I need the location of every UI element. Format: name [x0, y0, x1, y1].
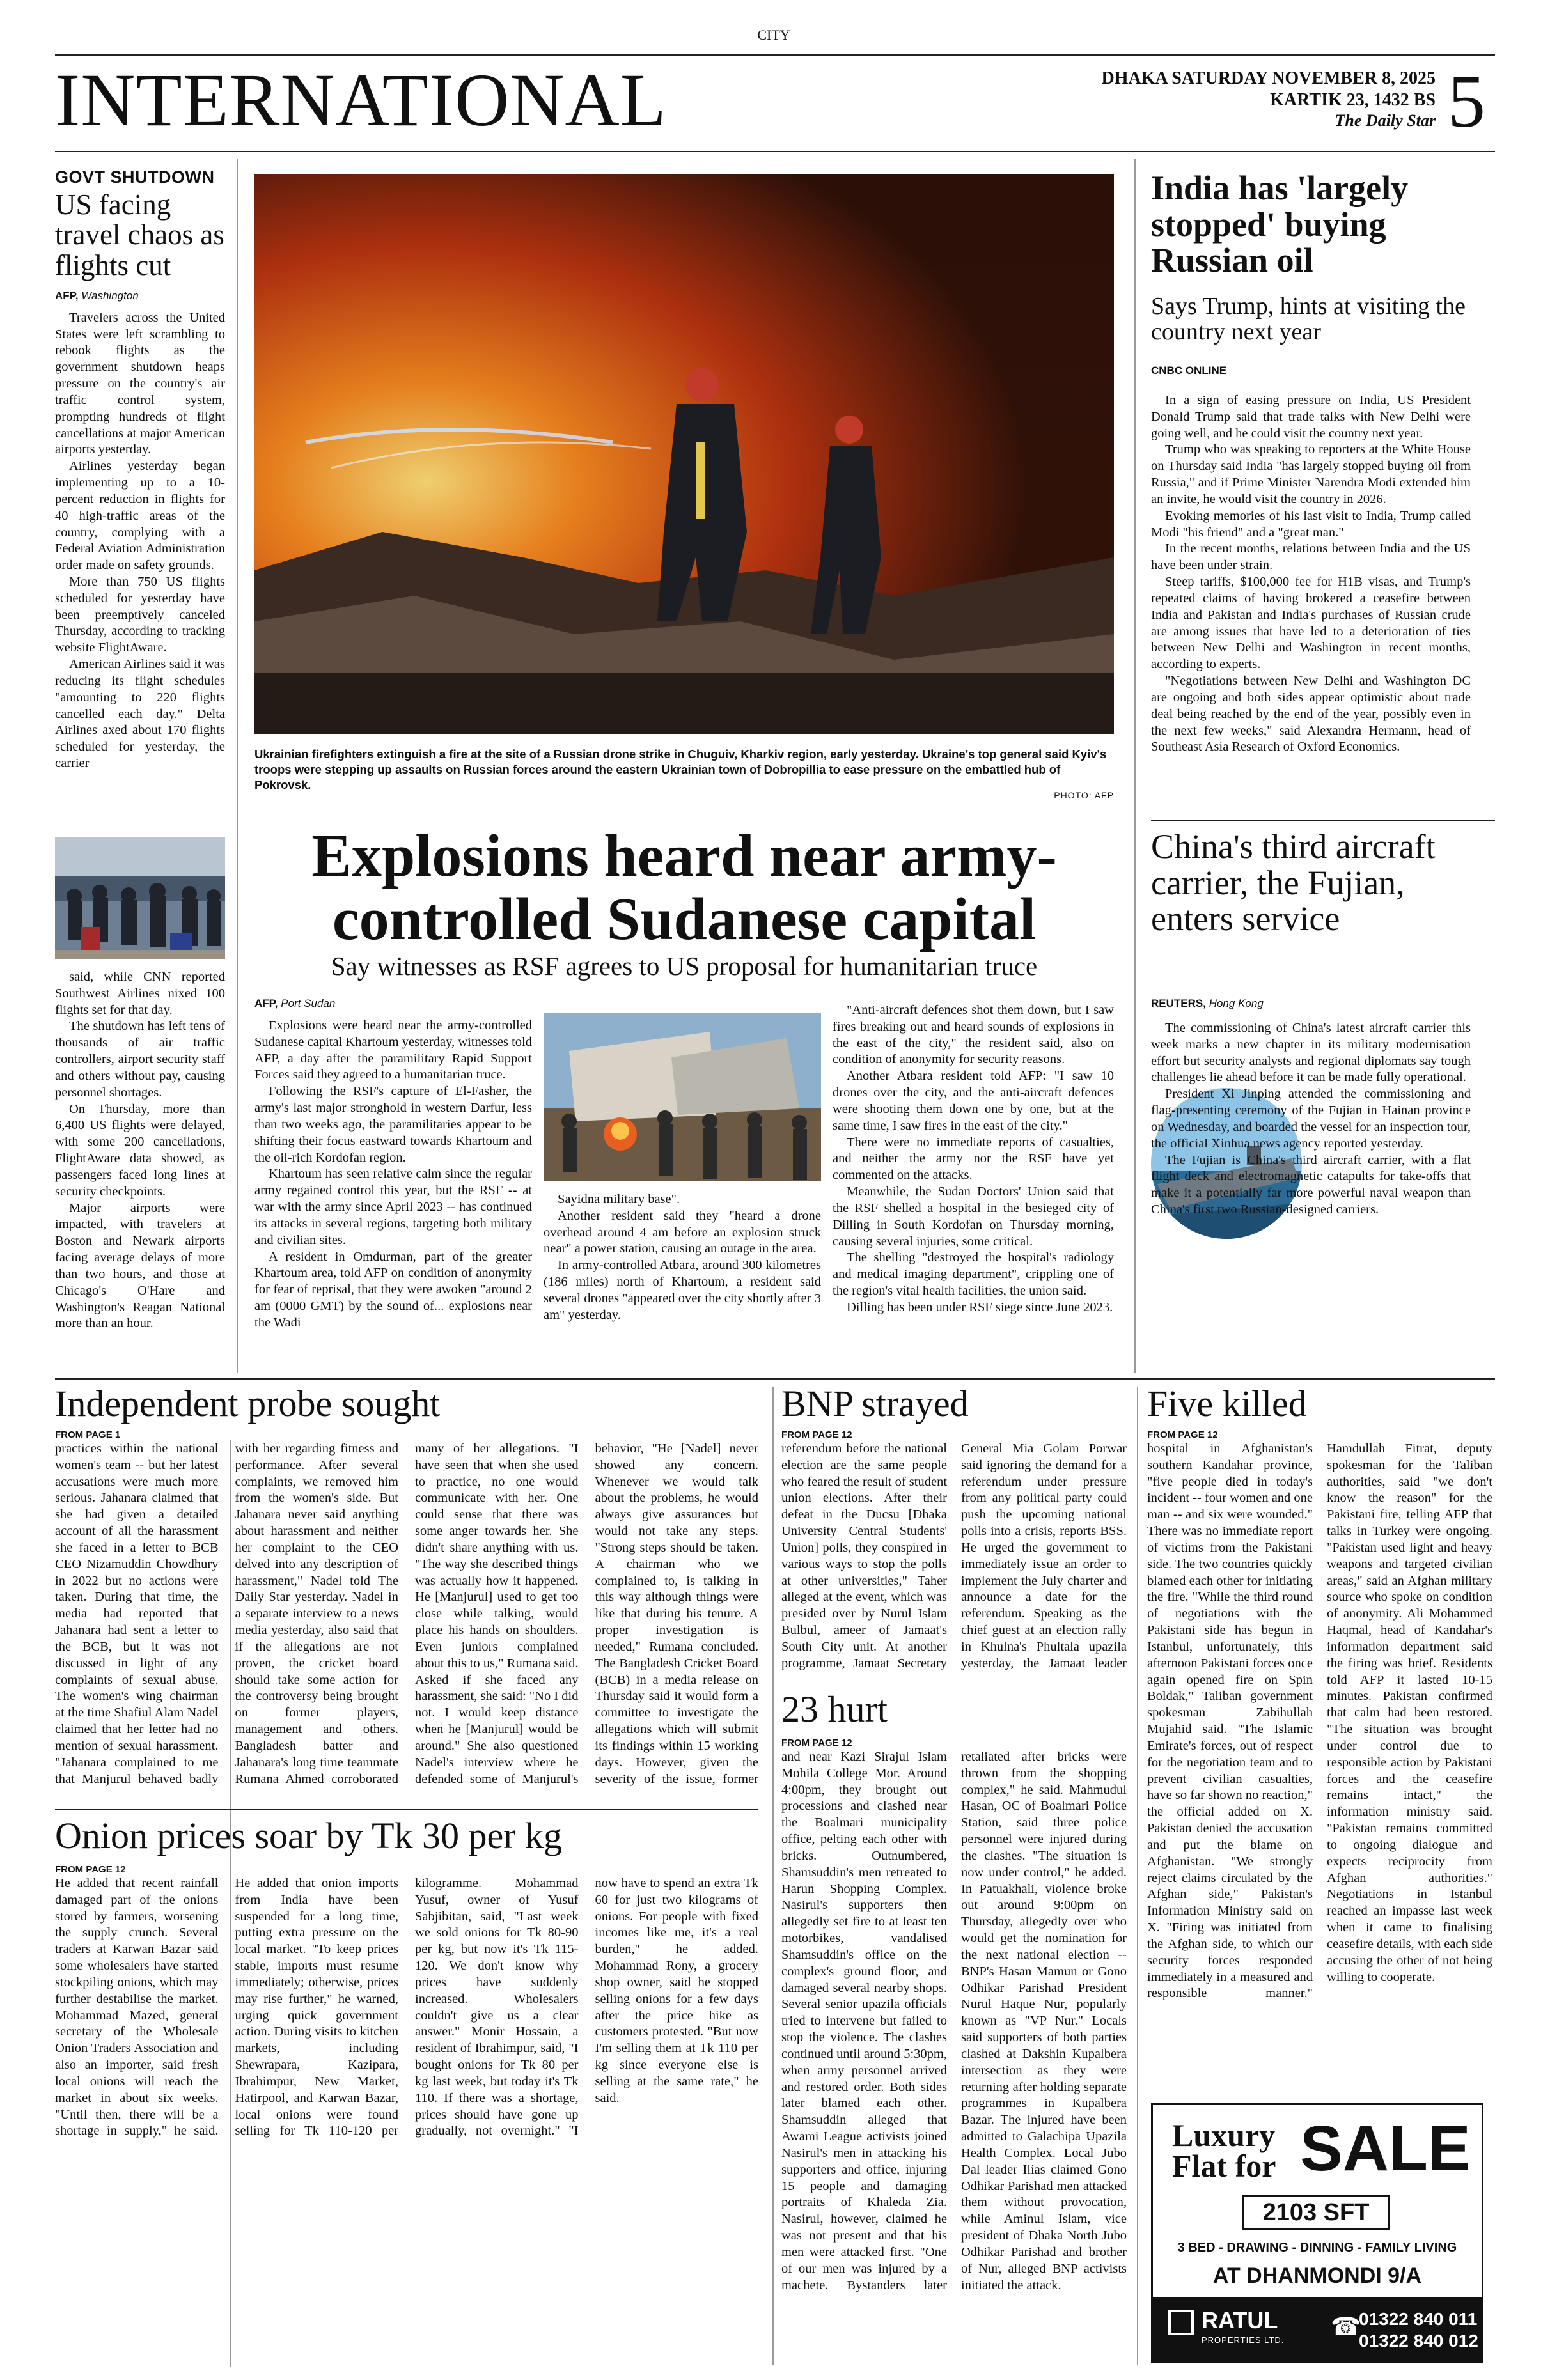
sudan-headline: Explosions heard near army-controlled Sudanese capital — [311, 823, 1057, 953]
photo-caption: Ukrainian firefighters extinguish a fire at the site of a Russian drone strike in Chuguiv, Kharkiv region, early yesterday. Ukraine's top general said Kyiv's troops were stepping up assaults on Russian forces around the eastern Ukrainian town of Dobropillia to ease pressure on the embattled hub of Pokrovsk. — [254, 747, 1107, 792]
shutdown-story — [55, 167, 225, 809]
paragraph: Steep tariffs, $100,000 fee for H1B visas, and Trump's repeated claims of having brokered a ceasefire between India and Pakistan and India's purchases of Russian crude are among issues that have led to a deterioration of ties between New Delhi and Washington in recent months, according to experts. — [1151, 575, 1471, 672]
ad-size: 2103 SFT — [1242, 2195, 1390, 2230]
shutdown-continued — [55, 969, 225, 1365]
probe-headline: Independent probe sought — [55, 1383, 441, 1424]
paragraph: A resident in Omdurman, part of the greater Khartoum area, told AFP on condition of anonymity for fear of reprisal, that they were awoken "around 2 am (0000 GMT) by the sound of... explosions near the Wadi — [254, 1249, 532, 1330]
paragraph: The commissioning of China's latest aircraft carrier this week marks a new chapter in its military modernisation effort but security analysts and regional diplomats say tough challenges lie ahead before it can be made fully operational. — [1151, 1021, 1471, 1085]
ad-flat-for: Flat for — [1172, 2147, 1276, 2184]
paragraph: On Thursday, more than 6,400 US flights were delayed, with some 200 cancellations, FlightAware data showed, as passengers faced long lines at security checkpoints. — [55, 1101, 225, 1199]
paper-logo: The Daily Star — [1335, 111, 1436, 130]
ad-brand: RATUL — [1202, 2307, 1278, 2333]
sudan-col3 — [833, 1002, 1114, 1368]
paragraph: Khartoum has seen relative calm since the regular army regained control this year, but the RSF -- at war with the army since April 2023 -- has continued its attacks in several regions, targeting both military and civilian sites. — [254, 1167, 532, 1247]
photo-credit: PHOTO: AFP — [1054, 790, 1114, 800]
ad-luxury: Luxury — [1172, 2117, 1276, 2153]
paragraph: In army-controlled Atbara, around 300 kilometres (186 miles) north of Khartoum, a resident said several drones "appeared over the city shortly after 3 am" yesterday. — [544, 1258, 821, 1322]
byline: AFP, Washington — [55, 289, 139, 302]
india-subhead: Says Trump, hints at visiting the country next year — [1151, 293, 1466, 345]
onion-headline: Onion prices soar by Tk 30 per kg — [55, 1815, 563, 1856]
hurt-from: FROM PAGE 12 — [781, 1738, 852, 1748]
paragraph: American Airlines said it was reducing its flight schedules "amounting to 220 flights cancelled each day." Delta Airlines axed about 170 flights scheduled for yesterday, the carrier — [55, 657, 225, 771]
paragraph: "Anti-aircraft defences shot them down, but I saw fires breaking out and heard sounds of explosions in the east of the city," the resident said, also on condition of anonymity for security reasons. — [833, 1003, 1114, 1067]
paragraph: In a sign of easing pressure on India, US President Donald Trump said that trade talks with New Delhi were going well, and he could visit the country next year. — [1151, 393, 1471, 440]
paragraph: The Fujian is China's third aircraft carrier, with a flat flight deck and electromagnetic catapults for take-offs that make it a potentially far more powerful naval weapon than China's first two Russian-designed carriers. — [1151, 1153, 1471, 1217]
paragraph: Explosions were heard near the army-controlled Sudanese capital Khartoum yesterday, witnesses told AFP, a day after the paramilitary Rapid Support Forces said they agreed to a humanitarian truce. — [254, 1018, 532, 1082]
protest-photo — [544, 1013, 821, 1181]
section-name: INTERNATIONAL — [55, 58, 667, 142]
bnp-headline: BNP strayed — [781, 1383, 969, 1424]
ad-phone-1: 01322 840 011 — [1359, 2309, 1478, 2329]
paragraph: There were no immediate reports of casualties, and neither the army nor the RSF have yet commented on the attacks. — [833, 1135, 1114, 1183]
probe-from: FROM PAGE 1 — [55, 1429, 121, 1440]
paragraph: The shutdown has left tens of thousands of air traffic controllers, airport security staff and others without pay, causing personnel shortages. — [55, 1019, 225, 1100]
date-line: DHAKA SATURDAY NOVEMBER 8, 2025 — [1101, 68, 1436, 88]
india-body — [1151, 393, 1471, 808]
killed-from: FROM PAGE 12 — [1147, 1429, 1218, 1440]
paragraph: Another resident said they "heard a drone overhead around 4 am before an explosion struck near" a power station, causing an outage in the area. — [544, 1208, 821, 1256]
bnp-body: referendum before the national election are the same people who feared the result of student union elections. After their defeat in the Ducsu [Dhaka University Central Students' Union] polls, they conspired in various ways to stop the polls at other universities," Taher alleged at the event, which was presided over by Nurul Islam Bulbul, ameer of Jamaat's South City unit. At another programme, Jamaat Secretary General Mia Golam Porwar said ignoring the demand for a referendum under pressure from any political party could push the upcoming national polls into a crisis, reports BSS. He urged the government to immediately issue an order to implement the July charter and announce a date for the referendum. Speaking as the chief guest at an election rally in Khulna's Phultala upazila yesterday, the Jamaat leader — [781, 1442, 1127, 1670]
china-headline: China's third aircraft carrier, the Fujian, enters service — [1151, 827, 1436, 938]
property-ad — [1151, 2103, 1483, 2363]
sudan-byline: AFP, Port Sudan — [254, 997, 336, 1009]
sudan-col2 — [544, 1192, 821, 1368]
dateline — [1023, 68, 1436, 130]
paragraph: said, while CNN reported Southwest Airlines nixed 100 flights set for that day. — [55, 970, 225, 1017]
china-body — [1151, 1020, 1471, 1363]
hurt-body: and near Kazi Sirajul Islam Mohila College Mor. Around 4:00pm, they brought out processions and clashed near the Boalmari municipality office, pelting each other with bricks. Outnumbered, Shamsuddin's men retreated to Harun Shopping Complex. Nasirul's supporters then allegedly set fire to at least ten motorbikes, vandalised Shamsuddin's office on the complex's ground floor, and damaged several nearby shops. Several senior upazila officials tried to intervene but failed to stop the violence. The clashes continued until around 5:30pm, when army personnel arrived and restored order. Both sides later blamed each other. Shamsuddin alleged that Awami League activists joined Nasirul's men in attacking his supporters and office, injuring 15 people and damaging portraits of Khaleda Zia. Nasirul, however, claimed he was not present and that his men were attacked first. "One of our men was injured by a machete. Bystanders later retaliated after bricks were thrown from the shopping complex," he said. Mahmudul Hasan, OC of Boalmari Police Station, said three police personnel were injured during the clashes. "The situation is now under control," he added. In Patuakhali, violence broke out around 9:00pm on Thursday, allegedly over who would get the nomination for the next national election -- BNP's Hasan Mamun or Gono Odhikar Parishad President Nurul Haque Nur, popularly known as "VP Nur." Locals said supporters of both parties clashed at Dakshin Kupalbera intersection as they were returning after holding separate programmes in Kupalbera Bazar. The injured have been admitted to Galachipa Upazila Health Complex. Local Jubo Dal leader Ilias claimed Gono Odhikar Parishad men attacked them without provocation, while Aminul Islam, vice president of Dhaka North Jubo Odhikar Parishad and brother of Nur, alleged BNP activists initiated the attack. — [781, 1750, 1127, 2292]
ad-brand-logo — [1168, 2310, 1194, 2335]
china-byline: REUTERS, Hong Kong — [1151, 997, 1264, 1009]
airport-photo — [55, 837, 225, 959]
killed-body: hospital in Afghanistan's southern Kandahar province, "five people died in today's incident -- four women and one man -- and six were wounded." There was no immediate report of victims from the Pakistani side. The two countries quickly blamed each other for initiating the fire. "While the third round of negotiations with the Pakistani side has begun in Istanbul, unfortunately, this afternoon Pakistani forces once again opened fire on Spin Boldak," Taliban government spokesman Zabihullah Mujahid said. "The Islamic Emirate's forces, out of respect for the negotiation team and to prevent civilian casualties, have so far shown no reaction," the official added on X. Pakistan denied the accusation and put the blame on Afghanistan. "We strongly reject claims circulated by the Afghan side," Pakistan's Information Ministry said on X. "Firing was initiated from the Afghan side, to which our security forces responded immediately in a measured and responsible manner." Hamdullah Fitrat, deputy spokesman for the Taliban authorities, said "we don't know the reason" for the Pakistani fire, telling AFP that talks in Turkey were ongoing. "Pakistan used light and heavy weapons and targeted civilian areas," said an Afghan military source who spoke on condition of anonymity. Ali Mohammed Haqmal, head of Kandahar's information department said the firing was brief. Residents told AFP it lasted 10-15 minutes. Pakistan confirmed that calm had been restored. "The situation was brought under control due to responsible action by Pakistani forces and the ceasefire remains intact," the information ministry said. "Pakistan remains committed to ongoing dialogue and expects reciprocity from Afghan authorities." Negotiations in Istanbul reached an impasse last week when it came to finalising ceasefire details, with each side accusing the other of not being willing to cooperate. — [1147, 1442, 1492, 2001]
ad-sale: SALE — [1300, 2113, 1471, 2184]
paragraph: Trump who was speaking to reporters at the White House on Thursday said India "has largely stopped buying oil from Russia," and if Prime Minister Narendra Modi extended him an invite, he would visit the country in 2026. — [1151, 442, 1471, 506]
paragraph: Sayidna military base". — [558, 1192, 680, 1206]
ad-phone-2: 01322 840 012 — [1359, 2330, 1478, 2351]
paragraph: Major airports were impacted, with travelers at Boston and Newark airports facing average delays of more than two hours, and those at Chicago's O'Hare and Washington's Reagan National more than an hour. — [55, 1201, 225, 1331]
killed-headline: Five killed — [1147, 1383, 1307, 1424]
india-byline: CNBC ONLINE — [1151, 364, 1227, 377]
onion-body: He added that recent rainfall damaged part of the onions stored by farmers, worsening the supply crunch. Several traders at Karwan Bazar said some wholesalers have started stockpiling onions, which may further destabilise the market. Mohammad Mazed, general secretary of the Wholesale Onion Traders Association and also an importer, said fresh local onions will reach the market in about six weeks. "Until then, there will be a shortage in supply," he said. He added that onion imports from India have been suspended for a long time, putting extra pressure on the local market. "To keep prices stable, imports must resume immediately; otherwise, prices may rise further," he warned, urging quick government action. During visits to kitchen markets, including Shewrapara, Kazipara, Ibrahimpur, New Market, Hatirpool, and Karwan Bazar, local onions were found selling for Tk 110-120 per kilogramme. Mohammad Yusuf, owner of Yusuf Sabjibitan, said, "Last week we sold onions for Tk 80-90 per kg, but now it's Tk 115-120. We don't know why prices have suddenly increased. Wholesalers couldn't give us a clear answer." Monir Hossain, a resident of Ibrahimpur, said, "I bought onions for Tk 80 per kg last week, but today it's Tk 110. If there was a shortage, prices should have gone up gradually, not overnight." "I now have to spend an extra Tk 60 for just two kilograms of onions. For people with fixed incomes like me, it's a real burden," he added. Mohammad Rony, a grocery shop owner, said he stopped selling onions for a few days after the price hike as customers protested. "But now I'm selling them at Tk 110 per kg since everyone else is selling at the same rate," he said. — [55, 1876, 758, 2138]
headline: US facing travel chaos as flights cut — [55, 189, 224, 281]
paragraph: "Negotiations between New Delhi and Washington DC are ongoing and both sides appear optimistic about trade deal being reached by the end of the year, possibly even in the next few weeks," said Alexandra Hermann, head of Southeast Asia Research of Oxford Economics. — [1151, 674, 1471, 754]
paragraph: In the recent months, relations between India and the US have been under strain. — [1151, 541, 1471, 573]
paragraph: The shelling "destroyed the hospital's radiology and medical imaging department", crippling one of the region's vital health facilities, the union said. — [833, 1250, 1114, 1298]
paragraph: Another Atbara resident told AFP: "I saw 10 drones over the city, and the anti-aircraft defences were shooting them down one by one, but at the same time, I saw fires in the east of the city." — [833, 1069, 1114, 1133]
ad-location: AT DHANMONDI 9/A — [1212, 2264, 1422, 2288]
body-text — [55, 310, 225, 809]
firefighters-photo — [254, 174, 1114, 734]
kicker: GOVT SHUTDOWN — [55, 167, 215, 187]
paragraph: Evoking memories of his last visit to India, Trump called Modi "his friend" and a "great man." — [1151, 508, 1471, 540]
hurt-headline: 23 hurt — [781, 1688, 888, 1730]
onion-from: FROM PAGE 12 — [55, 1864, 126, 1875]
page-number: 5 — [1448, 59, 1485, 143]
sudan-col1 — [254, 1018, 532, 1368]
probe-body: practices within the national women's team -- but her latest accusations were much more serious. Jahanara claimed that she had given a detailed account of all the harassment she faced in a letter to BCB CEO Nizamuddin Chowdhury in 2022 but no actions were taken. During that time, the media had reported that Jahanara had sent a letter to the BCB, but it was not discussed in light of any complaints of sexual abuse. The women's wing chairman at the time Shafiul Alam Nadel claimed that her letter had no mention of sexual harassment. "Jahanara complained to me that Manjurul behaved badly with her regarding fitness and performance. After several complaints, we removed him from the women's side. But Jahanara never said anything about harassment and neither her complaint to the CEO delved into any description of harassment," Nadel told The Daily Star yesterday. Nadel in a separate interview to a news media yesterday, also said that if the allegations are not proven, the cricket board should take some action for the controversy being brought on former players, management and others. Bangladesh batter and Jahanara's long time teammate Rumana Ahmed corroborated many of her allegations. "I have seen that when she used to practice, no one would communicate with her. One could sense that there was some anger towards her. She didn't share anything with us. "The way she described things was actually how it happened. He [Manjurul] used to get too close while talking, would place his hands on shoulders. Even juniors complained about this to us," Rumana said. Asked if she faced any harassment, she said: "No I did not. I would keep distance when he [Manjurul] would be around." She also questioned Nadel's interview where he defended some of Manjurul's behavior, "He [Nadel] never showed any concern. Whenever we would talk about the problems, he would always give assurances but would not take any steps. "Strong steps should be taken. A chairman who we complained to, is talking in this way although things were like that during his tenure. A proper investigation is needed," Rumana concluded. The Bangladesh Cricket Board (BCB) in a media release on Thursday said it would form a committee to investigate the allegations which will submit its findings within 15 working days. However, given the severity of the issue, former — [55, 1442, 758, 1786]
paragraph: President Xi Jinping attended the commissioning and flag-presenting ceremony of the Fujian in Hainan province on Wednesday, and boarded the vessel for an inspection tour, the official Xinhua news agency reported yesterday. — [1151, 1087, 1471, 1151]
top-label: CITY — [757, 27, 790, 43]
sudan-subhead: Say witnesses as RSF agrees to US proposal for humanitarian truce — [331, 951, 1038, 981]
bangla-date-line: KARTIK 23, 1432 BS — [1270, 89, 1436, 110]
bnp-from: FROM PAGE 12 — [781, 1429, 852, 1440]
india-headline: India has 'largely stopped' buying Russian oil — [1151, 169, 1409, 280]
paragraph: Meanwhile, the Sudan Doctors' Union said that the RSF shelled a hospital in the besieged city of Dilling in South Kordofan on Thursday morning, causing several injuries, some critical. — [833, 1185, 1114, 1248]
paragraph: Dilling has been under RSF siege since June 2023. — [847, 1300, 1113, 1314]
paragraph: Airlines yesterday began implementing up to a 10-percent reduction in flights for 40 high-traffic areas of the country, complying with a Federal Aviation Administration order made on safety grounds. — [55, 459, 225, 573]
phone-icon: ☎ — [1331, 2312, 1361, 2340]
ad-brand-sub: PROPERTIES LTD. — [1202, 2335, 1285, 2345]
paragraph: Travelers across the United States were left scrambling to rebook flights as the government shutdown heaps pressure on the country's air traffic control system, prompting hundreds of flight cancellations at major American airports yesterday. — [55, 310, 225, 457]
paragraph: Following the RSF's capture of El-Fasher, the army's last major stronghold in western Darfur, less than two weeks ago, the paramilitaries appear to be shifting their focus eastward towards Khartoum and the oil-rich Kordofan region. — [254, 1084, 532, 1165]
paragraph: More than 750 US flights scheduled for yesterday have been preemptively canceled Thursday, according to tracking website FlightAware. — [55, 575, 225, 655]
ad-features: 3 BED - DRAWING - DINNING - FAMILY LIVING — [1177, 2241, 1457, 2255]
